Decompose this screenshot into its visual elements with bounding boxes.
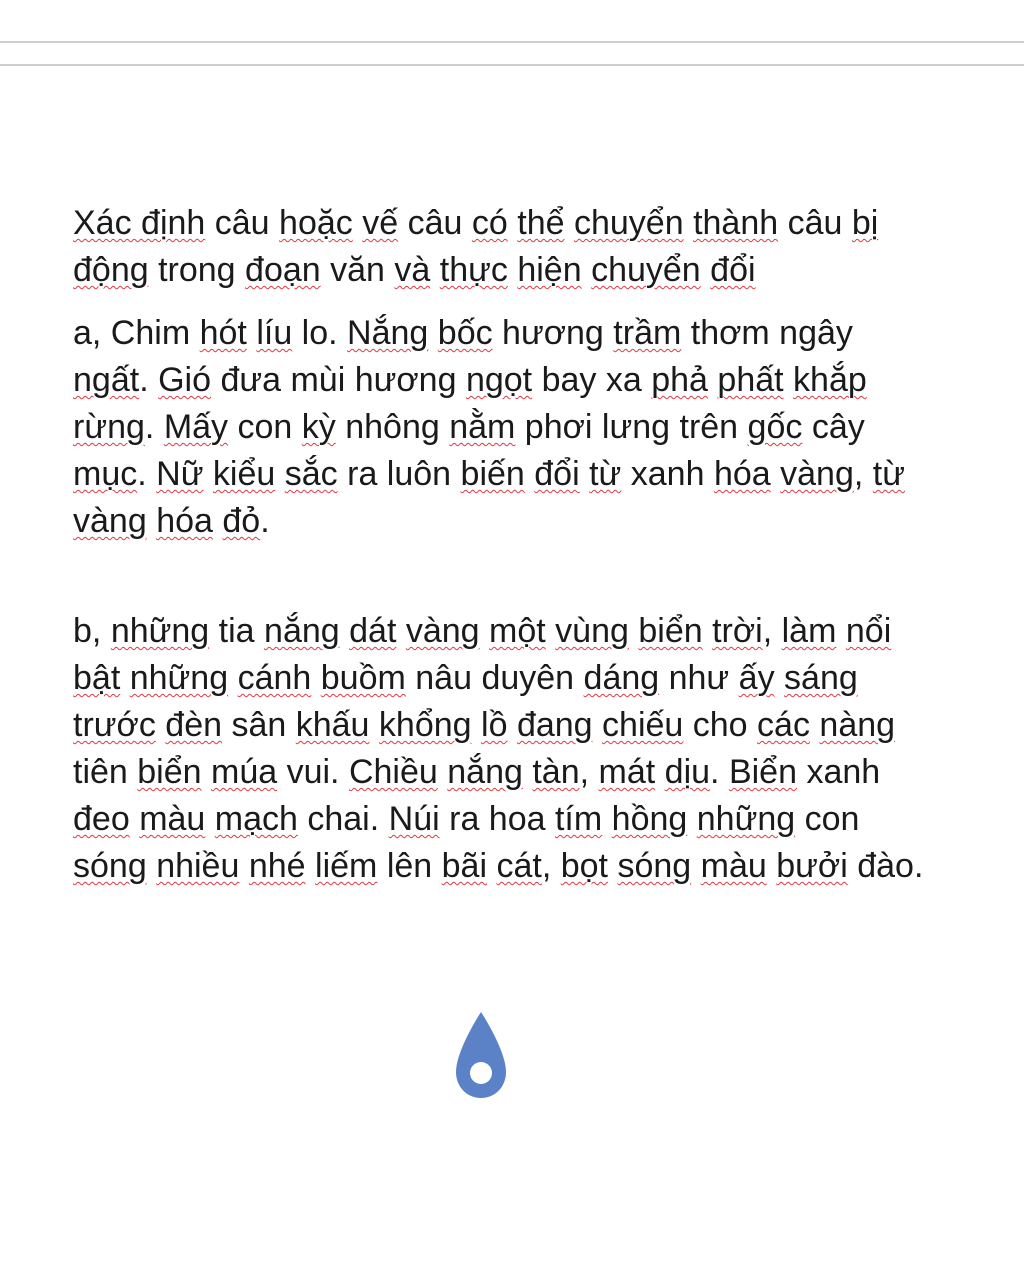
- text-run: [156, 706, 165, 744]
- text-run: nhông: [335, 408, 450, 446]
- text-run: [430, 251, 439, 289]
- spellcheck-flagged-word: nhé: [248, 847, 306, 885]
- spellcheck-flagged-word: biến: [460, 455, 525, 493]
- text-run: tiên: [73, 753, 138, 791]
- spellcheck-flagged-word: Chiều: [348, 753, 438, 791]
- text-run: [525, 455, 534, 493]
- text-run: [655, 753, 664, 791]
- text-run: [203, 455, 212, 493]
- text-run: [480, 612, 489, 650]
- spellcheck-flagged-word: Nữ: [156, 455, 204, 493]
- spellcheck-flagged-word: thành: [693, 204, 779, 242]
- spellcheck-flagged-word: bãi: [441, 847, 488, 885]
- text-run: .: [710, 753, 729, 791]
- text-run: [306, 847, 315, 885]
- spellcheck-flagged-word: bị: [851, 204, 879, 242]
- spellcheck-flagged-word: Gió: [158, 361, 212, 399]
- selection-handle-dot: [470, 1062, 492, 1084]
- spellcheck-flagged-word: nổi: [845, 612, 892, 650]
- text-run: [582, 251, 591, 289]
- spellcheck-flagged-word: trầm: [613, 314, 682, 352]
- text-run: câu: [398, 204, 472, 242]
- spellcheck-flagged-word: cánh: [237, 659, 312, 697]
- text-run: [580, 455, 589, 493]
- text-run: đào.: [847, 847, 924, 885]
- spellcheck-flagged-word: sắc: [284, 455, 338, 493]
- text-run: [508, 204, 517, 242]
- spellcheck-flagged-word: hoặc: [279, 204, 353, 242]
- spellcheck-flagged-word: động: [73, 251, 149, 289]
- spellcheck-flagged-word: gốc: [747, 408, 803, 446]
- text-run: [340, 612, 349, 650]
- text-run: ra luôn: [337, 455, 461, 493]
- text-run: câu: [205, 204, 280, 242]
- spellcheck-flagged-word: trước: [73, 706, 156, 744]
- spellcheck-flagged-word: hóa: [156, 502, 213, 540]
- text-run: ,: [762, 612, 782, 650]
- text-run: [836, 612, 845, 650]
- spellcheck-flagged-word: mát: [598, 753, 656, 791]
- spellcheck-flagged-word: những: [110, 612, 210, 650]
- text-run: [684, 204, 693, 242]
- text-run: [213, 502, 222, 540]
- spellcheck-flagged-word: vế: [362, 204, 399, 242]
- spellcheck-flagged-word: vàng: [780, 455, 854, 493]
- paragraph-part-a[interactable]: [73, 310, 933, 545]
- spellcheck-flagged-word: và: [394, 251, 431, 289]
- spellcheck-flagged-word: chiếu: [602, 706, 684, 744]
- spellcheck-flagged-word: vàng: [73, 502, 147, 540]
- top-divider: [0, 41, 1024, 43]
- spellcheck-flagged-word: sáng: [784, 659, 858, 697]
- spellcheck-flagged-word: đeo: [73, 800, 130, 838]
- text-run: phơi lưng: [515, 408, 680, 446]
- text-run: a, Chim: [73, 314, 200, 352]
- spellcheck-flagged-word: vùng: [555, 612, 629, 650]
- text-run: ,: [541, 847, 561, 885]
- text-run: đưa mùi hương: [211, 361, 466, 399]
- spellcheck-flagged-word: vàng: [405, 612, 480, 650]
- text-run: [784, 361, 793, 399]
- spellcheck-flagged-word: các: [757, 706, 810, 744]
- spellcheck-flagged-word: bật: [73, 659, 121, 697]
- text-run: [703, 612, 712, 650]
- spellcheck-flagged-word: nhiều: [156, 847, 240, 885]
- text-run: xanh: [621, 455, 714, 493]
- spellcheck-flagged-word: những: [129, 659, 229, 697]
- text-run: như: [659, 659, 739, 697]
- spellcheck-flagged-word: đỏ: [222, 502, 261, 540]
- spellcheck-flagged-word: Núi: [388, 800, 440, 838]
- spellcheck-flagged-word: khấu: [295, 706, 370, 744]
- spellcheck-flagged-word: bốc: [437, 314, 493, 352]
- spellcheck-flagged-word: dịu: [664, 753, 711, 791]
- text-run: [629, 612, 638, 650]
- spellcheck-flagged-word: đoạn: [245, 251, 321, 289]
- text-run: [508, 251, 517, 289]
- spellcheck-flagged-word: dáng: [583, 659, 660, 697]
- spellcheck-flagged-word: ấy: [738, 659, 775, 697]
- spellcheck-flagged-word: dát: [349, 612, 397, 650]
- text-run: [691, 847, 700, 885]
- text-run: [472, 706, 481, 744]
- spellcheck-flagged-word: đổi: [710, 251, 756, 289]
- text-run: hương: [492, 314, 614, 352]
- text-run: [353, 204, 362, 242]
- spellcheck-flagged-word: đang: [516, 706, 593, 744]
- text-run: [810, 706, 819, 744]
- spellcheck-flagged-word: Biển: [728, 753, 797, 791]
- text-run: [275, 455, 284, 493]
- spellcheck-flagged-word: khắp: [793, 361, 867, 399]
- spellcheck-flagged-word: líu: [256, 314, 293, 352]
- spellcheck-flagged-word: những: [696, 800, 796, 838]
- text-run: [228, 659, 237, 697]
- spellcheck-flagged-word: khổng: [378, 706, 472, 744]
- spellcheck-flagged-word: thực: [439, 251, 508, 289]
- text-run: .: [260, 502, 270, 540]
- text-run: vui.: [277, 753, 349, 791]
- spellcheck-flagged-word: nằm: [449, 408, 516, 446]
- spellcheck-flagged-word: tàn: [532, 753, 580, 791]
- spellcheck-flagged-word: nắng: [264, 612, 340, 650]
- text-run: [771, 455, 780, 493]
- text-run: [565, 204, 574, 242]
- spellcheck-flagged-word: Xác định: [73, 204, 206, 242]
- text-run: [147, 502, 156, 540]
- text-run: [130, 800, 139, 838]
- spellcheck-flagged-word: kiểu: [212, 455, 276, 493]
- text-run: [205, 800, 214, 838]
- spellcheck-flagged-word: bọt: [560, 847, 608, 885]
- text-run: [507, 706, 516, 744]
- spellcheck-flagged-word: phất: [717, 361, 784, 399]
- text-run: sân: [222, 706, 296, 744]
- spellcheck-flagged-word: múa: [211, 753, 278, 791]
- spellcheck-flagged-word: từ: [872, 455, 905, 493]
- text-run: câu: [778, 204, 852, 242]
- spellcheck-flagged-word: bưởi: [776, 847, 848, 885]
- text-run: [311, 659, 320, 697]
- spellcheck-flagged-word: hồng: [611, 800, 688, 838]
- text-run: [775, 659, 784, 697]
- spellcheck-flagged-word: có: [471, 204, 508, 242]
- spellcheck-flagged-word: lồ: [481, 706, 508, 744]
- spellcheck-flagged-word: Mấy: [163, 408, 229, 446]
- text-run: [120, 659, 129, 697]
- text-run: [767, 847, 776, 885]
- spellcheck-flagged-word: rừng: [73, 408, 145, 446]
- spellcheck-flagged-word: cát: [496, 847, 542, 885]
- text-run: nâu duyên: [405, 659, 584, 697]
- spellcheck-flagged-word: màu: [700, 847, 767, 885]
- text-run: ,: [853, 455, 873, 493]
- spellcheck-flagged-word: thể: [517, 204, 565, 242]
- text-run: .: [144, 408, 164, 446]
- text-run: cây: [802, 408, 865, 446]
- spellcheck-flagged-word: ngất: [73, 361, 140, 399]
- text-run: ngây: [779, 314, 853, 352]
- text-run: .: [139, 361, 159, 399]
- spellcheck-flagged-word: phả: [651, 361, 708, 399]
- top-divider-secondary: [0, 64, 1024, 66]
- text-run: ra hoa: [439, 800, 555, 838]
- text-run: [687, 800, 696, 838]
- text-run: [428, 314, 437, 352]
- spellcheck-flagged-word: mục: [73, 455, 138, 493]
- text-run: lên: [377, 847, 442, 885]
- text-run: thơm: [681, 314, 780, 352]
- text-run: ,: [579, 753, 599, 791]
- text-run: chai.: [297, 800, 389, 838]
- text-run: [523, 753, 532, 791]
- spellcheck-flagged-word: biển: [638, 612, 703, 650]
- text-run: văn: [320, 251, 395, 289]
- text-run: [438, 753, 447, 791]
- text-run: tia: [209, 612, 265, 650]
- spellcheck-flagged-word: nắng: [447, 753, 523, 791]
- spellcheck-flagged-word: hóa: [713, 455, 771, 493]
- text-run: trên: [679, 408, 748, 446]
- spellcheck-flagged-word: Nắng: [347, 314, 429, 352]
- spellcheck-flagged-word: làm: [781, 612, 837, 650]
- text-run: [369, 706, 378, 744]
- text-run: .: [137, 455, 157, 493]
- spellcheck-flagged-word: đèn: [165, 706, 223, 744]
- text-run: [593, 706, 602, 744]
- spellcheck-flagged-word: biển: [137, 753, 202, 791]
- spellcheck-flagged-word: chuyển: [591, 251, 701, 289]
- spellcheck-flagged-word: từ: [589, 455, 622, 493]
- spellcheck-flagged-word: hiện: [517, 251, 582, 289]
- spellcheck-flagged-word: chuyển: [573, 204, 684, 242]
- spellcheck-flagged-word: ngọt: [465, 361, 533, 399]
- selection-handle-shape: [456, 1012, 506, 1098]
- spellcheck-flagged-word: sóng: [73, 847, 147, 885]
- spellcheck-flagged-word: tím: [554, 800, 603, 838]
- text-selection-handle-icon[interactable]: [452, 1010, 510, 1100]
- text-run: [147, 847, 156, 885]
- text-run: bay xa: [532, 361, 652, 399]
- text-run: cho: [683, 706, 758, 744]
- document-body[interactable]: [73, 200, 933, 890]
- text-run: lo.: [292, 314, 348, 352]
- spellcheck-flagged-word: sóng: [617, 847, 692, 885]
- spellcheck-flagged-word: màu: [139, 800, 206, 838]
- spellcheck-flagged-word: đổi: [534, 455, 580, 493]
- text-run: con: [228, 408, 302, 446]
- text-run: [701, 251, 710, 289]
- spellcheck-flagged-word: liếm: [315, 847, 378, 885]
- text-run: [602, 800, 611, 838]
- text-run: [247, 314, 256, 352]
- text-run: con: [795, 800, 860, 838]
- spellcheck-flagged-word: mạch: [214, 800, 298, 838]
- text-run: [239, 847, 248, 885]
- spellcheck-flagged-word: nàng: [819, 706, 896, 744]
- text-run: [396, 612, 405, 650]
- paragraph-part-b[interactable]: [73, 608, 933, 890]
- text-run: [546, 612, 555, 650]
- spellcheck-flagged-word: buồm: [320, 659, 406, 697]
- text-run: b,: [73, 612, 111, 650]
- spellcheck-flagged-word: kỳ: [301, 408, 336, 446]
- spellcheck-flagged-word: trời: [712, 612, 763, 650]
- paragraph-prompt[interactable]: [73, 200, 933, 294]
- text-run: trong: [148, 251, 246, 289]
- spellcheck-flagged-word: một: [489, 612, 546, 650]
- text-run: [708, 361, 717, 399]
- text-run: xanh: [797, 753, 881, 791]
- text-run: [202, 753, 211, 791]
- spellcheck-flagged-word: hót: [199, 314, 247, 352]
